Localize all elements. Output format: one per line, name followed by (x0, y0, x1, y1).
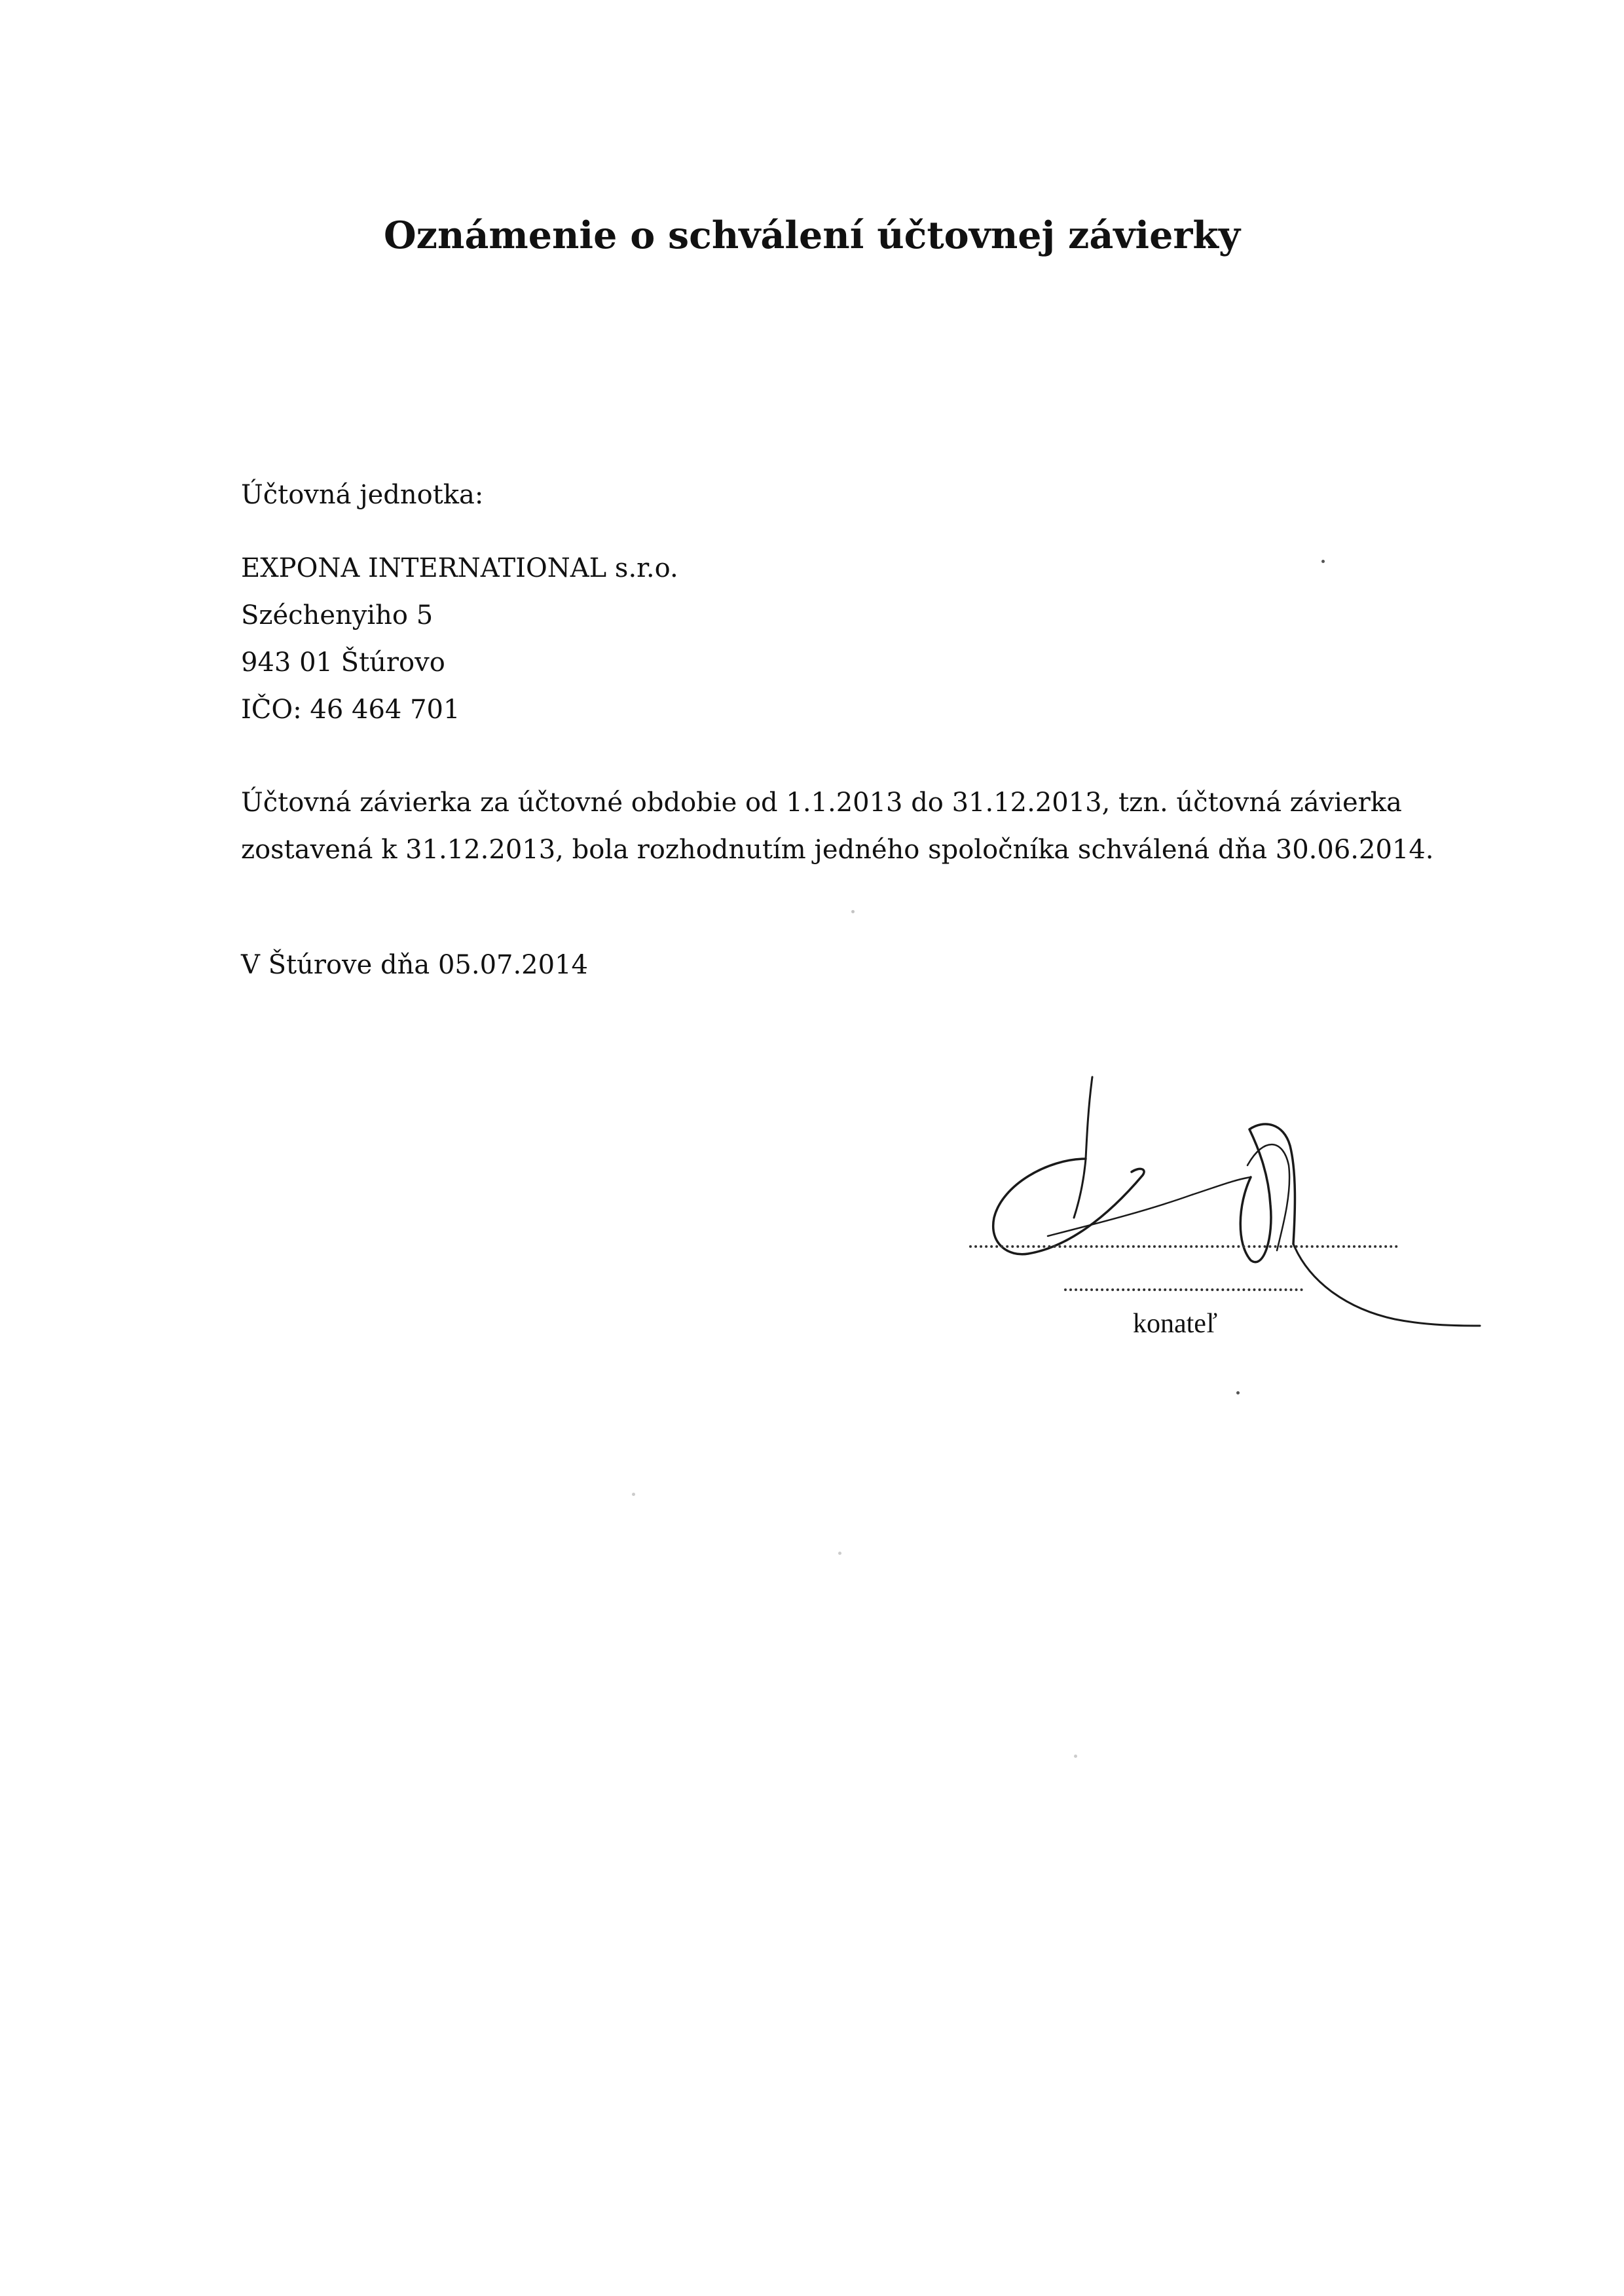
signature-stroke (993, 1159, 1144, 1254)
signature-line (969, 1245, 1398, 1248)
entity-name: EXPONA INTERNATIONAL s.r.o. (241, 553, 678, 583)
statement-line-2: zostavená k 31.12.2013, bola rozhodnutím jedného spoločníka schválená dňa 30.06.2014. (241, 835, 1434, 865)
scan-speck (1236, 1391, 1240, 1394)
approval-statement (241, 779, 1434, 873)
statement-line-1: Účtovná závierka za účtovné obdobie od 1.1.2013 do 31.12.2013, tzn. účtovná závierka (241, 788, 1402, 818)
signatory-role: konateľ (1133, 1309, 1218, 1339)
handwritten-signature (976, 1061, 1500, 1336)
scan-speck (851, 910, 855, 913)
signature-stroke (1247, 1144, 1289, 1250)
place-and-date: V Štúrove dňa 05.07.2014 (241, 950, 588, 980)
scan-speck (1074, 1755, 1077, 1758)
entity-city: 943 01 Štúrovo (241, 647, 445, 678)
scan-speck (838, 1552, 841, 1555)
scan-speck (1321, 560, 1325, 563)
entity-ico: IČO: 46 464 701 (241, 695, 460, 725)
signature-stroke (1293, 1244, 1480, 1326)
document-title: Oznámenie o schválení účtovnej závierky (384, 213, 1240, 257)
entity-address (241, 545, 678, 733)
entity-street: Széchenyiho 5 (241, 600, 434, 630)
scan-speck (632, 1493, 635, 1496)
signature-subline (1064, 1288, 1303, 1291)
entity-label: Účtovná jednotka: (241, 480, 484, 510)
signature-stroke (1074, 1077, 1092, 1218)
